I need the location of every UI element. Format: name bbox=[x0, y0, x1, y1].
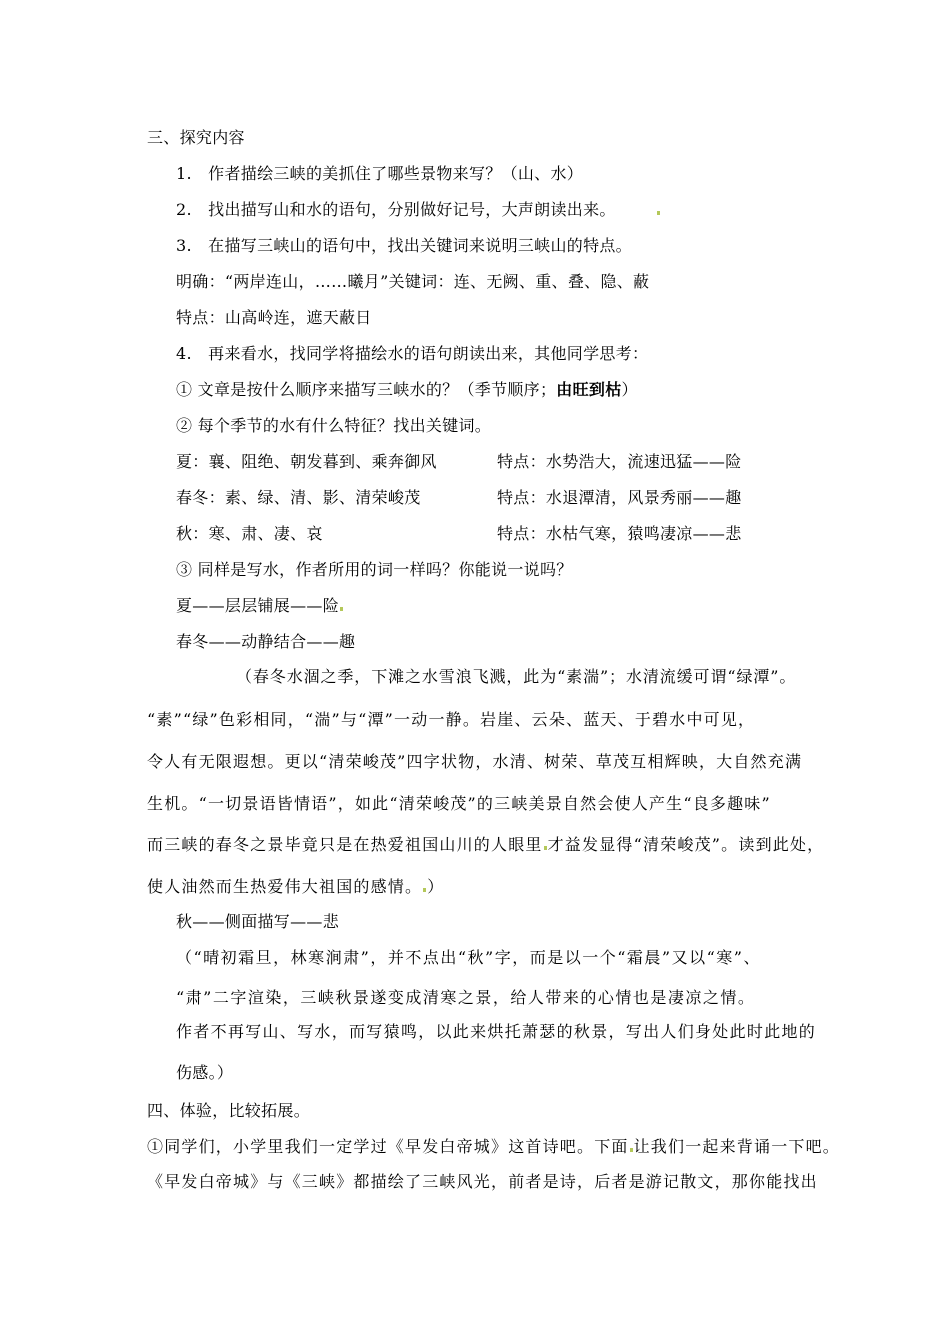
season-spring-feature: 特点：水退潭清，风景秀丽——趣 bbox=[497, 488, 742, 507]
section-4-line-1a: ①同学们，小学里我们一定学过《早发白帝城》这首诗吧。下面 bbox=[147, 1137, 629, 1156]
question-2 bbox=[176, 200, 661, 220]
question-4-3: ③ 同样是写水，作者所用的词一样吗？你能说一说吗？ bbox=[176, 560, 573, 579]
question-4: 4. 再来看水，找同学将描绘水的语句朗读出来，其他同学思考： bbox=[176, 344, 649, 363]
question-3: 3. 在描写三峡山的语句中，找出关键词来说明三峡山的特点。 bbox=[176, 236, 632, 255]
summer-summary-text: 夏——层层铺展——险 bbox=[176, 596, 340, 615]
spring-para-line-2: “素”“绿”色彩相同，“湍”与“潭”一动一静。岩崖、云朵、蓝天、于碧水中可见， bbox=[147, 710, 756, 729]
stray-mark bbox=[657, 211, 660, 215]
autumn-para-line-1: （“晴初霜旦，林寒涧肃”，并不点出“秋”字，而是以一个“霜晨”又以“寒”、 bbox=[176, 948, 761, 967]
spring-para-close: ） bbox=[427, 877, 445, 896]
section-4-heading: 四、体验，比较拓展。 bbox=[147, 1101, 311, 1120]
autumn-para-line-3: 作者不再写山、写水，而写猿鸣，以此来烘托萧瑟的秋景，写出人们身处此时此地的 bbox=[176, 1022, 817, 1041]
section-3-heading: 三、探究内容 bbox=[147, 128, 245, 147]
question-4-1-bold: 由旺到枯 bbox=[556, 380, 622, 399]
spring-para-line-5a: 而三峡的春冬之景毕竟只是在热爱祖国山川的人眼里 bbox=[147, 835, 543, 854]
spring-para-line-1: （春冬水涸之季，下滩之水雪浪飞溅，此为“素湍”；水清流缓可谓“绿潭”。 bbox=[236, 667, 797, 686]
question-3-answer: 明确：“两岸连山，……曦月”关键词：连、无阙、重、叠、隐、蔽 bbox=[176, 272, 650, 291]
season-autumn-words: 秋：寒、肃、凄、哀 bbox=[176, 524, 323, 543]
spring-para-line-6-text: 使人油然而生热爱伟大祖国的感情。 bbox=[147, 877, 423, 896]
spring-para-line-6 bbox=[147, 877, 444, 897]
question-4-1-prefix: ① 文章是按什么顺序来描写三峡水的？（季节顺序； bbox=[176, 380, 557, 399]
autumn-para-line-2: “肃”二字渲染，三峡秋景遂变成清寒之景，给人带来的心情也是凄凉之情。 bbox=[176, 988, 756, 1007]
spring-para-line-5 bbox=[147, 835, 824, 855]
section-4-line-2: 《早发白帝城》与《三峡》都描绘了三峡风光，前者是诗，后者是游记散文，那你能找出 bbox=[147, 1172, 818, 1191]
autumn-summary: 秋——侧面描写——悲 bbox=[176, 912, 340, 931]
question-1: 1. 作者描绘三峡的美抓住了哪些景物来写？（山、水） bbox=[176, 164, 584, 183]
question-4-1-suffix: ） bbox=[621, 380, 638, 399]
season-autumn-feature: 特点：水枯气寒，猿鸣凄凉——悲 bbox=[497, 524, 742, 543]
summer-summary bbox=[176, 596, 344, 616]
question-4-1 bbox=[176, 380, 638, 400]
question-2-text: 2. 找出描写山和水的语句，分别做好记号，大声朗读出来。 bbox=[176, 200, 616, 219]
season-spring-words: 春冬：素、绿、清、影、清荣峻茂 bbox=[176, 488, 421, 507]
stray-mark bbox=[423, 888, 426, 892]
season-summer-feature: 特点：水势浩大，流速迅猛——险 bbox=[497, 452, 742, 471]
question-4-2: ② 每个季节的水有什么特征？找出关键词。 bbox=[176, 416, 492, 435]
spring-para-line-4: 生机。“一切景语皆情语”，如此“清荣峻茂”的三峡美景自然会使人产生“良多趣味” bbox=[147, 794, 771, 813]
stray-mark bbox=[544, 846, 547, 850]
season-summer-words: 夏：襄、阻绝、朝发暮到、乘奔御风 bbox=[176, 452, 437, 471]
question-3-feature: 特点：山高岭连，遮天蔽日 bbox=[176, 308, 372, 327]
spring-summary: 春冬——动静结合——趣 bbox=[176, 632, 356, 651]
stray-mark bbox=[630, 1148, 633, 1152]
section-4-line-1 bbox=[147, 1137, 840, 1157]
spring-para-line-3: 令人有无限遐想。更以“清荣峻茂”四字状物，水清、树荣、草茂互相辉映，大自然充满 bbox=[147, 752, 803, 771]
spring-para-line-5b: 才益发显得“清荣峻茂”。读到此处， bbox=[547, 835, 825, 854]
section-4-line-1b: 让我们一起来背诵一下吧。 bbox=[633, 1137, 841, 1156]
autumn-para-line-4: 伤感。） bbox=[176, 1063, 234, 1082]
stray-mark bbox=[340, 607, 343, 611]
